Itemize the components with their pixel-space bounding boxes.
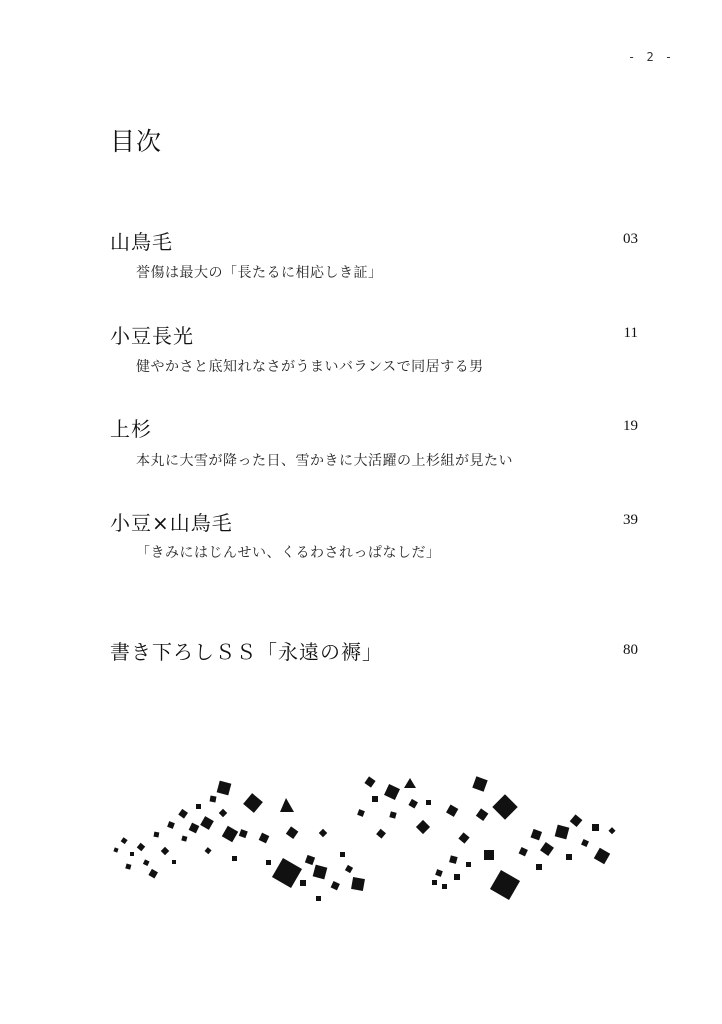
toc-entry-heading: 小豆×山鳥毛	[110, 511, 233, 535]
toc-entry-heading: 書き下ろしＳＳ「永遠の褥」	[110, 640, 383, 664]
toc-entry-page: 80	[623, 642, 638, 658]
toc-entry-heading: 山鳥毛	[110, 230, 173, 254]
toc-entry-subtitle: 「きみにはじんせい、くるわされっぱなしだ」	[136, 545, 441, 561]
toc-entry-subtitle: 誉傷は最大の「長たるに相応しき証」	[136, 265, 383, 281]
toc-entry-heading: 小豆長光	[110, 324, 194, 348]
toc-entry-subtitle: 本丸に大雪が降った日、雪かきに大活躍の上杉組が見たい	[136, 453, 513, 469]
toc-entry-page: 11	[623, 325, 638, 341]
toc-entry-heading: 上杉	[110, 417, 152, 441]
toc-entry-page: 03	[623, 231, 638, 247]
toc-title: 目次	[110, 127, 163, 156]
toc-entry-subtitle: 健やかさと底知れなさがうまいバランスで同居する男	[136, 359, 484, 375]
scattered-snowflake-squares-icon	[110, 770, 630, 930]
toc-entry-page: 39	[623, 512, 638, 528]
toc-entry-page: 19	[623, 418, 638, 434]
page-number: - 2 -	[628, 50, 675, 64]
